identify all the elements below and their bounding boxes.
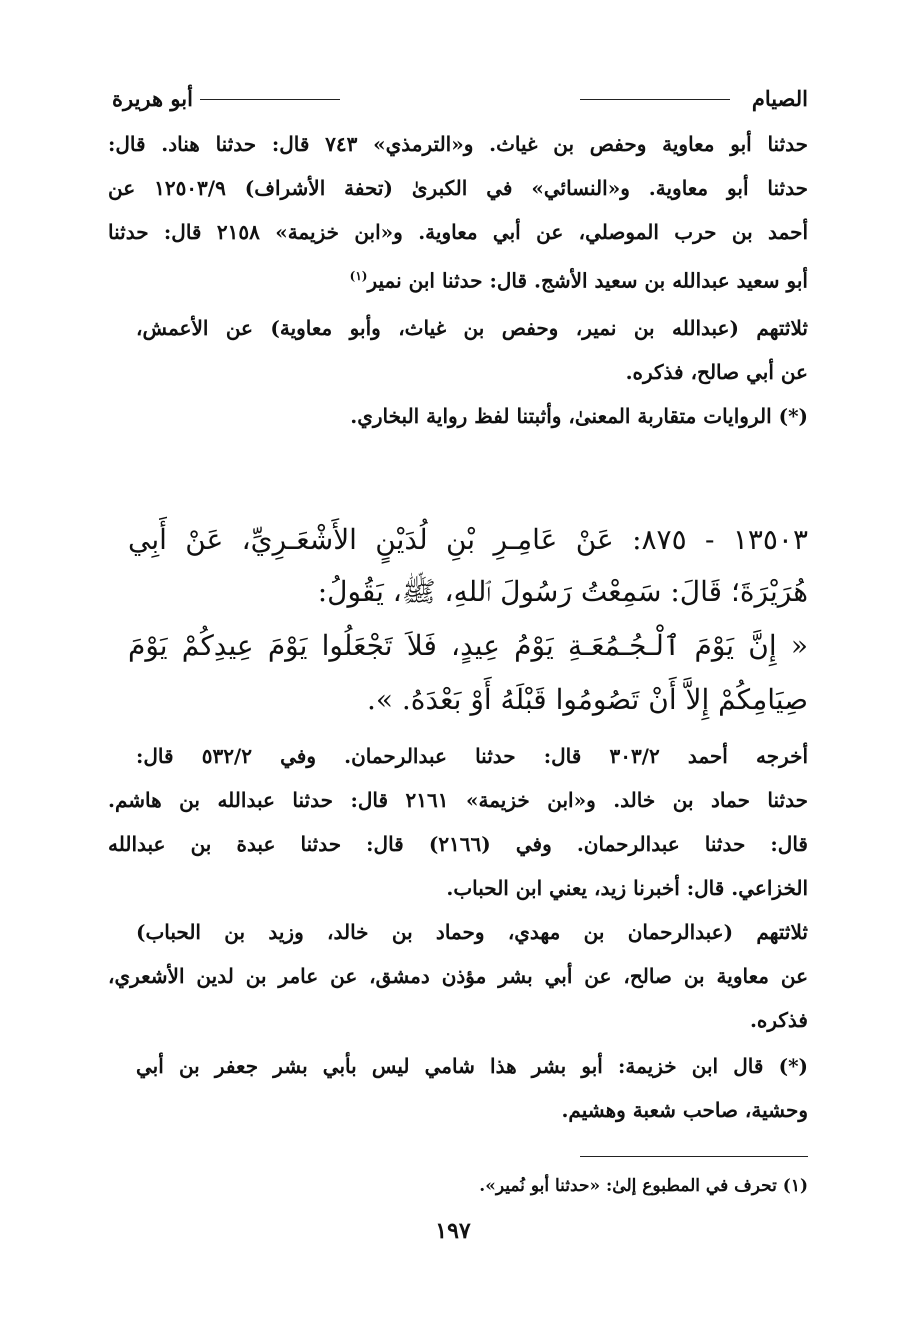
running-header <box>112 86 808 118</box>
footnote-rule <box>580 1156 808 1157</box>
chapter-title: الصيام <box>751 86 808 111</box>
narrator-title: أبو هريرة <box>112 86 193 111</box>
text-line: أحمد بن حرب الموصلي، عن أبي معاوية. و«ابن خزيمة» ٢١٥٨ قال: حدثنا <box>108 220 808 244</box>
hadith-line: « إِنَّ يَوْمَ ٱلْـجُـمُعَـةِ يَوْمُ عِيدٍ، فَلاَ تَجْعَلُوا يَوْمَ عِيدِكُمْ يَوْمَ <box>128 629 808 662</box>
text-line: حدثنا أبو معاوية. و«النسائي» في الكبرىٰ (تحفة الأشراف) ١٢٥٠٣/٩ عن <box>108 176 808 200</box>
hadith-line: ١٣٥٠٣ - ٨٧٥: عَنْ عَامِـرِ بْنِ لُدَيْنٍ الأَشْعَـرِيِّ، عَنْ أَبِي <box>128 523 809 556</box>
text-line: حدثنا حماد بن خالد. و«ابن خزيمة» ٢١٦١ قال: حدثنا عبدالله بن هاشم. <box>108 788 808 812</box>
page-number: ١٩٧ <box>435 1218 471 1244</box>
text-line: وحشية، صاحب شعبة وهشيم. <box>561 1098 808 1122</box>
text-line: ثلاثتهم (عبدالله بن نمير، وحفص بن غياث، وأبو معاوية) عن الأعمش، <box>136 316 808 340</box>
text-line: حدثنا أبو معاوية وحفص بن غياث. و«الترمذي» ٧٤٣ قال: حدثنا هناد. قال: <box>108 132 808 156</box>
text-line: عن معاوية بن صالح، عن أبي بشر مؤذن دمشق، عن عامر بن لدين الأشعري، <box>108 964 808 988</box>
footnote: (١) تحرف في المطبوع إلىٰ: «حدثنا أبو نُمير». <box>479 1176 808 1196</box>
hadith-line: صِيَامِكُمْ إِلاَّ أَنْ تَصُومُوا قَبْلَهُ أَوْ بَعْدَهُ. ». <box>366 683 808 716</box>
text-line: أبو سعيد عبدالله بن سعيد الأشج. قال: حدثنا ابن نمير$^{(١)}$ <box>349 268 808 293</box>
text-line: ثلاثتهم (عبدالرحمان بن مهدي، وحماد بن خالد، وزيد بن الحباب) <box>136 920 808 944</box>
text-line: (*) الروايات متقاربة المعنىٰ، وأثبتنا لفظ رواية البخاري. <box>350 404 808 428</box>
text-line: فذكره. <box>749 1008 808 1032</box>
footnote-marker: (١) <box>349 269 368 283</box>
header-rule-right <box>580 99 730 100</box>
text-line: الخزاعي. قال: أخبرنا زيد، يعني ابن الحباب. <box>446 876 808 900</box>
header-rule-left <box>200 99 340 100</box>
hadith-line: هُرَيْرَةَ؛ قَالَ: سَمِعْتُ رَسُولَ ٱللهِ، ﷺ، يَقُولُ: <box>317 575 808 608</box>
text-line: عن أبي صالح، فذكره. <box>625 360 808 384</box>
text-line: (*) قال ابن خزيمة: أبو بشر هذا شامي ليس بأبي بشر جعفر بن أبي <box>136 1054 808 1078</box>
text-line: أخرجه أحمد ٣٠٣/٢ قال: حدثنا عبدالرحمان. وفي ٥٣٢/٢ قال: <box>136 744 809 768</box>
text-line: قال: حدثنا عبدالرحمان. وفي (٢١٦٦) قال: حدثنا عبدة بن عبدالله <box>108 832 808 856</box>
